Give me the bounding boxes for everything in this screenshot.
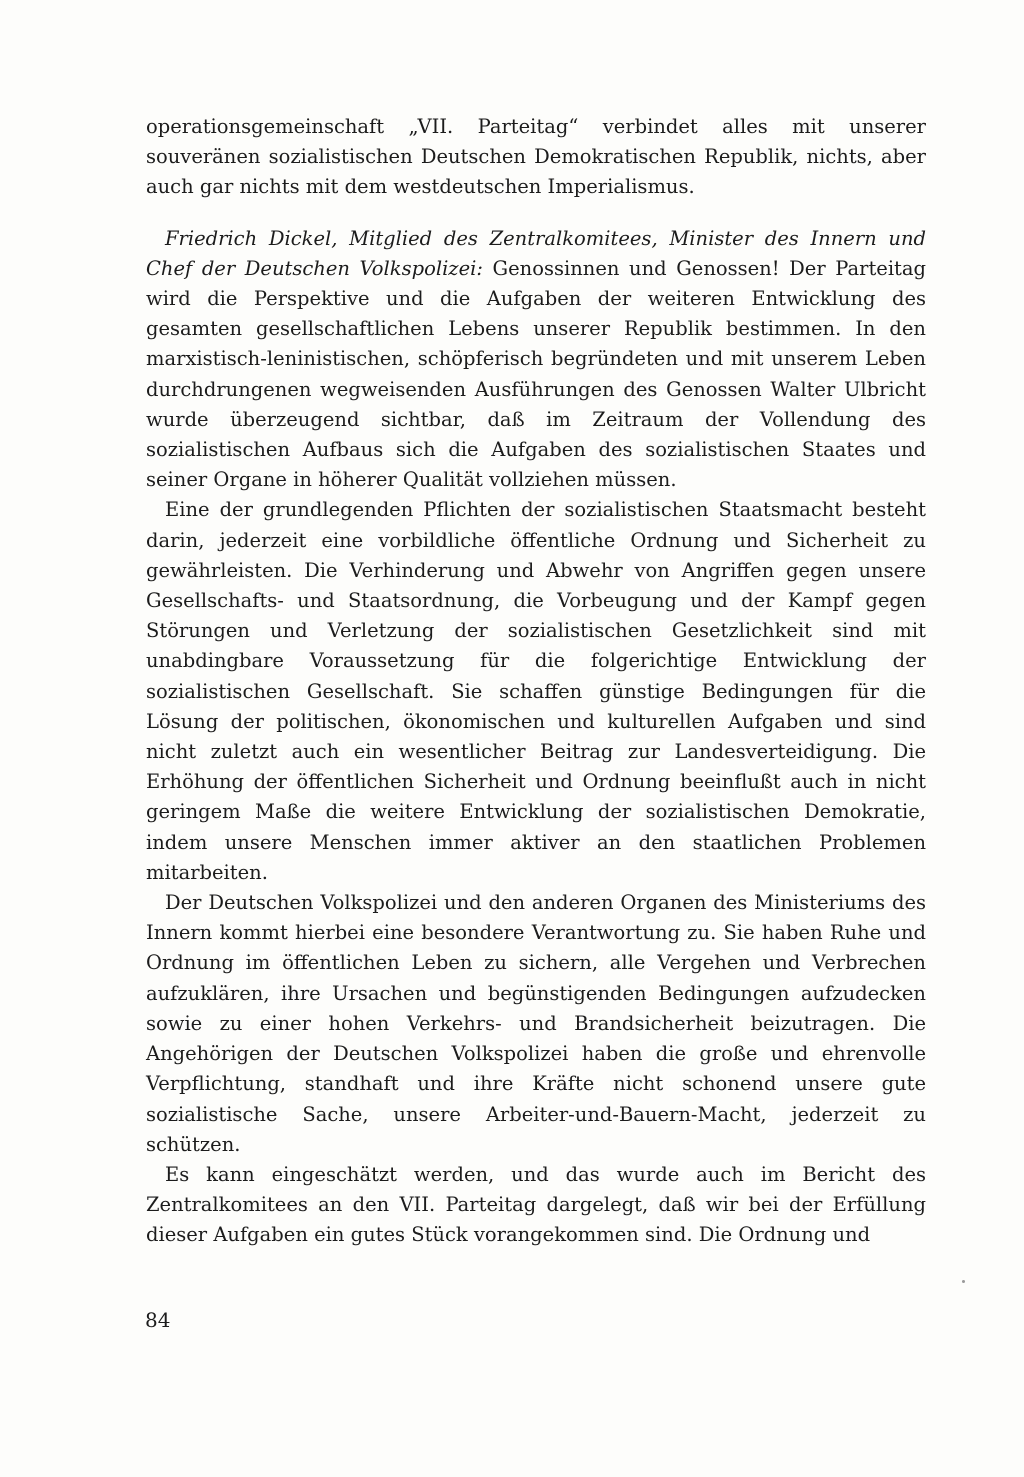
paragraph-5 [146, 1160, 926, 1251]
body-text [146, 112, 926, 1251]
paragraph-1 [146, 112, 926, 203]
paragraph-text: operationsgemeinschaft „VII. Parteitag“ verbindet alles mit unserer souveränen sozialistischen Deutschen Demokratischen Republik, nichts, aber auch gar nichts mit dem westdeutschen Imperialismus. [146, 115, 926, 199]
speaker-attribution: Friedrich Dickel, Mitglied des Zentralkomitees, Minister des Innern und Chef der Deutschen Volkspolizei: [146, 226, 926, 280]
paragraph-3 [146, 495, 926, 888]
paragraph-text: Der Deutschen Volkspolizei und den anderen Organen des Ministeriums des Innern kommt hierbei eine besondere Verantwortung zu. Sie haben Ruhe und Ordnung im öffentlichen Leben zu sichern, alle Vergehen und Verbrechen aufzuklären, ihre Ursachen und begünstigenden Bedingungen aufzudecken sowie zu einer hohen Verkehrs- und Brandsicherheit beizutragen. Die Angehörigen der Deutschen Volkspolizei haben die große und ehrenvolle Verpflichtung, standhaft und ihre Kräfte nicht schonend unsere gute sozialistische Sache, unsere Arbeiter-und-Bauern-Macht, jederzeit zu schützen. [146, 891, 926, 1156]
paragraph-4 [146, 888, 926, 1160]
paragraph-text: Genossinnen und Genossen! Der Parteitag wird die Perspektive und die Aufgaben der weiteren Entwicklung des gesamten gesellschaftlichen Lebens unserer Republik bestimmen. In den marxistisch-leninistischen, schöpferisch begründeten und mit unserem Leben durchdrungenen wegweisenden Ausführungen des Genossen Walter Ulbricht wurde überzeugend sichtbar, daß im Zeitraum der Vollendung des sozialistischen Aufbaus sich die Aufgaben des sozialistischen Staates und seiner Organe in höherer Qualität vollziehen müssen. [146, 256, 926, 492]
scan-speck [962, 1280, 965, 1283]
page-number: 84 [145, 1308, 171, 1332]
paragraph-text: Eine der grundlegenden Pflichten der sozialistischen Staatsmacht besteht darin, jederzeit eine vorbildliche öffentliche Ordnung und Sicherheit zu gewährleisten. Die Verhinderung und Abwehr von Angriffen gegen unsere Gesellschafts- und Staatsordnung, die Vorbeugung und der Kampf gegen Störungen und Verletzung der sozialistischen Gesetzlichkeit sind mit unabdingbare Voraussetzung für die folgerichtige Entwicklung der sozialistischen Gesellschaft. Sie schaffen günstige Bedingungen für die Lösung der politischen, ökonomischen und kulturellen Aufgaben und sind nicht zuletzt auch ein wesentlicher Beitrag zur Landesverteidigung. Die Erhöhung der öffentlichen Sicherheit und Ordnung beeinflußt auch in nicht geringem Maße die weitere Entwicklung der sozialistischen Demokratie, indem unsere Menschen immer aktiver an den staatlichen Problemen mitarbeiten. [146, 498, 926, 884]
paragraph-2 [146, 224, 926, 496]
paragraph-text: Es kann eingeschätzt werden, und das wurde auch im Bericht des Zentralkomitees an den VII. Parteitag dargelegt, daß wir bei der Erfüllung dieser Aufgaben ein gutes Stück vorangekommen sind. Die Ordnung und [146, 1162, 926, 1247]
